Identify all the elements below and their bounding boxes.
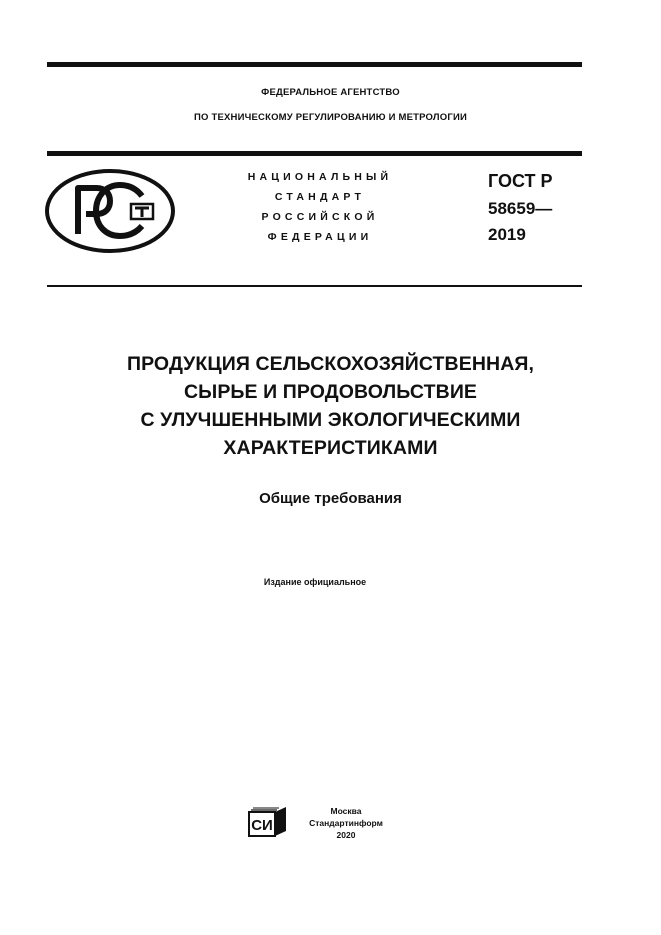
rst-certification-mark-icon — [44, 168, 176, 254]
standard-type-line: РОССИЙСКОЙ — [261, 211, 379, 223]
publisher-name: Стандартинформ — [309, 818, 383, 828]
publisher-logo-text: СИ — [251, 817, 273, 834]
standard-type-line: ФЕДЕРАЦИИ — [267, 231, 373, 243]
document-title-line: СЫРЬЕ И ПРОДОВОЛЬСТВИЕ — [183, 381, 478, 403]
standard-designation-line: 58659— — [488, 199, 553, 218]
standartinform-logo-icon — [248, 806, 288, 838]
document-title-line: ХАРАКТЕРИСТИКАМИ — [223, 437, 438, 459]
top-rule — [47, 62, 582, 67]
edition-note: Издание официальное — [263, 577, 367, 587]
agency-name-line-2: ПО ТЕХНИЧЕСКОМУ РЕГУЛИРОВАНИЮ И МЕТРОЛОГИИ — [194, 112, 467, 123]
standard-type-line: СТАНДАРТ — [274, 191, 366, 203]
publisher-city: Москва — [330, 806, 362, 816]
standard-designation-line: 2019 — [488, 225, 526, 244]
document-title-line: ПРОДУКЦИЯ СЕЛЬСКОХОЗЯЙСТВЕННАЯ, — [126, 353, 535, 375]
standard-designation-line: ГОСТ Р — [488, 171, 553, 191]
document-title-line: С УЛУЧШЕННЫМИ ЭКОЛОГИЧЕСКИМИ — [140, 409, 521, 431]
document-subtitle: Общие требования — [259, 490, 402, 507]
agency-name-line-1: ФЕДЕРАЛЬНОЕ АГЕНТСТВО — [261, 87, 400, 98]
publication-year: 2020 — [336, 830, 356, 840]
standard-type-line: НАЦИОНАЛЬНЫЙ — [247, 171, 393, 183]
middle-rule — [47, 151, 582, 156]
bottom-rule — [47, 285, 582, 287]
